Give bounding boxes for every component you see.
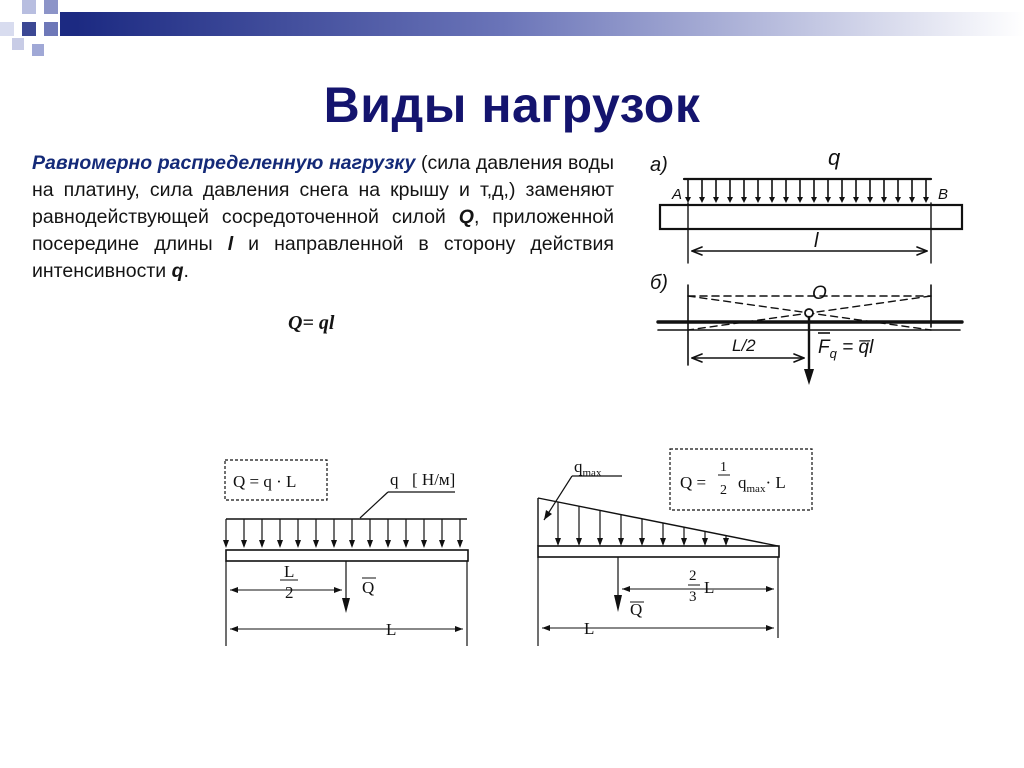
load-arrows (688, 179, 926, 199)
label-two-thirds-den: 3 (689, 589, 697, 605)
header-square (44, 0, 58, 14)
label-half-den: 2 (285, 583, 294, 602)
load-slope (538, 498, 778, 546)
figure-uniform-load (210, 448, 480, 653)
label-q-max: $q_{max}$ (574, 457, 602, 479)
label-half-num: L (284, 562, 295, 581)
load-arrows (558, 502, 726, 544)
label-two-thirds-num: 2 (689, 568, 697, 584)
label-point-a: A (672, 186, 683, 203)
formula-q-equals-ql: Q= ql (288, 312, 335, 334)
label-half-length: L/2 (732, 336, 756, 355)
label-q: q (828, 145, 841, 170)
header-square (60, 12, 76, 36)
symbol-l: l (227, 233, 234, 255)
header-square (22, 0, 36, 14)
force-arrowhead (804, 369, 814, 385)
beam-a (660, 205, 962, 229)
load-arrowheads (223, 540, 463, 548)
symbol-Q: Q (458, 206, 474, 228)
header-gradient-bar (76, 12, 1024, 36)
label-force: $F_q$ = q̅l (818, 337, 874, 361)
resultant-arrowhead (614, 595, 622, 612)
formula-q: $q_{max}\cdot L$ (738, 473, 786, 495)
label-b: б) (650, 272, 668, 294)
point-o (805, 309, 813, 317)
formula-frac-den: 2 (720, 483, 727, 498)
body-text-part: . (183, 260, 189, 282)
label-o: O (812, 283, 827, 304)
beam (226, 550, 468, 561)
body-text-part: , приложенной посередине длины (32, 206, 614, 255)
body-text-part: (сила давления воды на платину, сила давления снега на крышу и т,д,) заменяют равнодействующей сосредоточенной силой (32, 152, 614, 228)
body-text-part: и направленной в сторону действия интенсивности (32, 233, 614, 282)
header-square (0, 22, 14, 36)
label-length-l: l (814, 230, 819, 252)
label-units: [ Н/м] (412, 470, 456, 489)
label-resultant: Q (362, 578, 375, 597)
label-two-thirds-l: L (704, 578, 715, 597)
label-q: q (390, 470, 399, 489)
header-square (12, 38, 24, 50)
formula-text: Q = q · L (233, 472, 297, 491)
label-length: L (386, 620, 397, 639)
header-square (32, 44, 44, 56)
resultant-arrowhead (342, 598, 350, 613)
beam (538, 546, 779, 557)
formula-lhs: Q = (680, 473, 707, 492)
label-resultant: Q (630, 600, 643, 619)
load-arrowheads (555, 538, 729, 546)
leader-line (360, 492, 388, 518)
figure-triangular-load (530, 440, 820, 650)
decorative-header-bar (0, 0, 1024, 62)
header-square (44, 22, 58, 36)
term-uniform-load: Равномерно распределенную нагрузку (32, 152, 416, 174)
body-paragraph (32, 150, 614, 285)
label-point-b: B (938, 186, 949, 203)
symbol-q: q (171, 260, 184, 282)
load-arrowheads (685, 197, 929, 203)
label-length: L (584, 619, 595, 638)
formula-frac-num: 1 (720, 460, 727, 475)
label-a: а) (650, 154, 668, 176)
figure-beam-ab (648, 145, 968, 390)
header-square (22, 22, 36, 36)
slide-title: Виды нагрузок (323, 77, 701, 133)
